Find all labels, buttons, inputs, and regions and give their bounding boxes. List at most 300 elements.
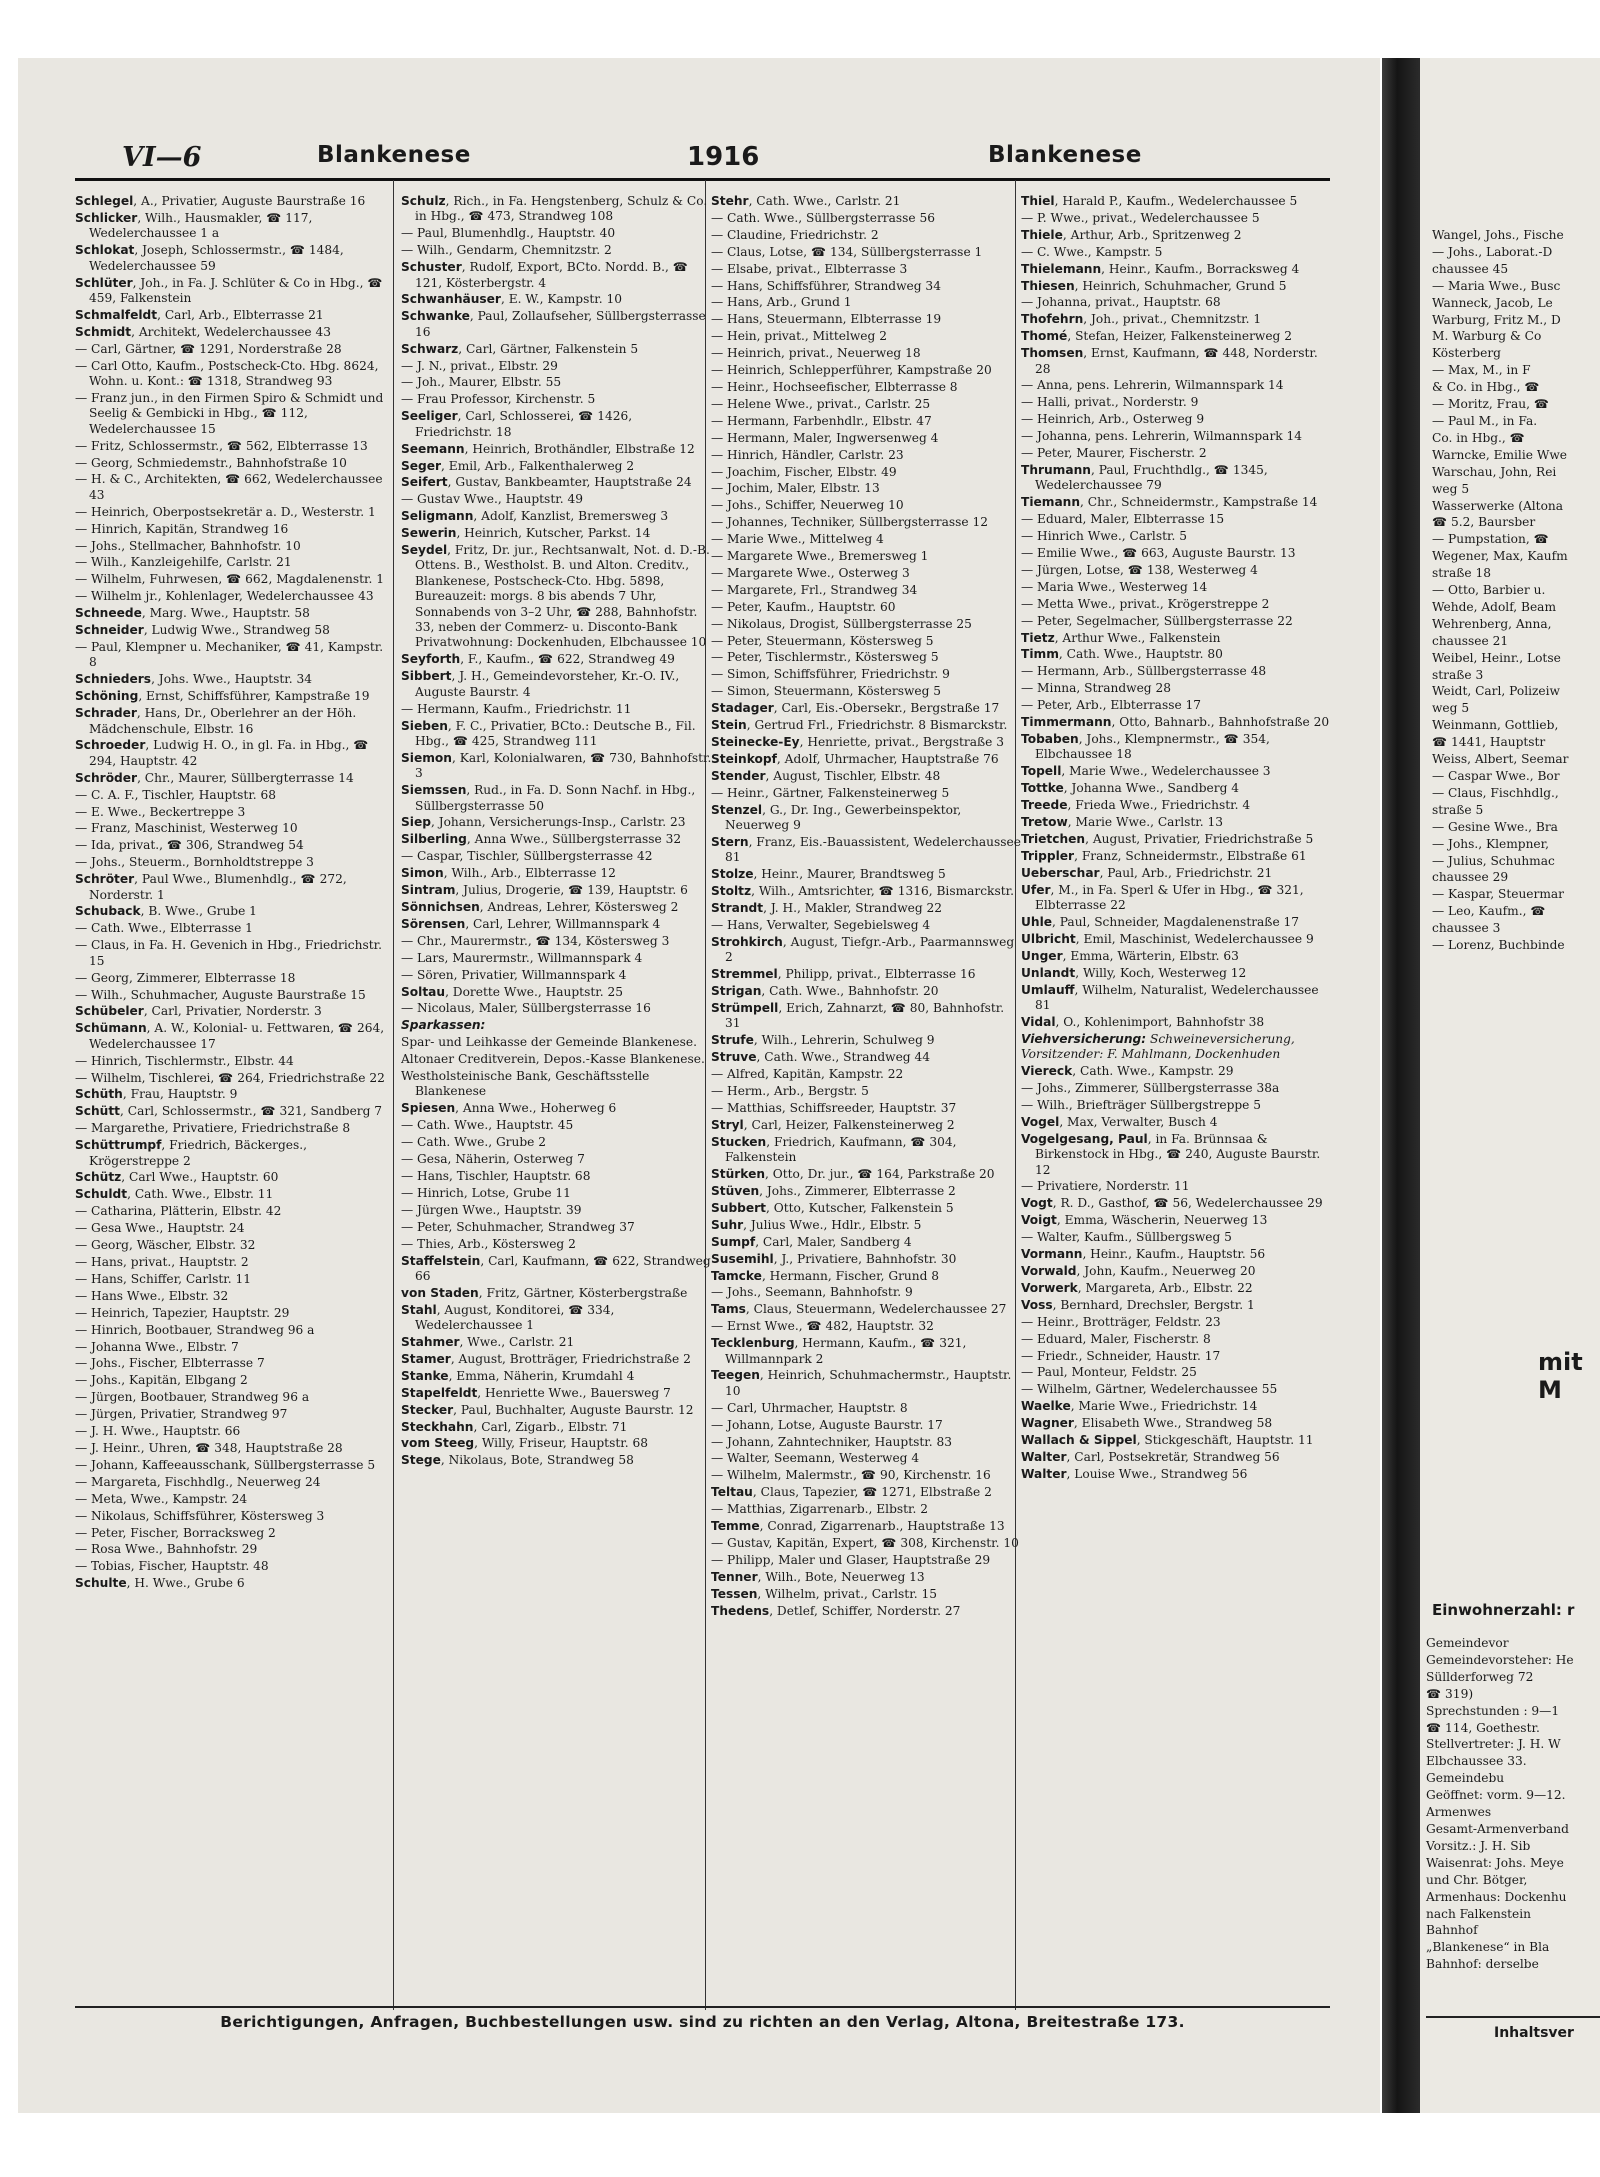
entry-details: , Cath. Wwe., Bahnhofstr. 20 xyxy=(761,984,939,999)
entry-details: , Wilh., Hausmakler, ☎ 117, Wedelerchaussee 1 a xyxy=(89,210,313,241)
entry-details: — Cath. Wwe., Grube 2 xyxy=(401,1135,546,1150)
entry-surname: Tessen xyxy=(711,1586,758,1601)
entry-details: — Walter, Seemann, Westerweg 4 xyxy=(711,1451,920,1466)
directory-entry xyxy=(711,262,1023,277)
entry-details: , Cath. Wwe., Kampstr. 29 xyxy=(1072,1064,1234,1079)
entry-surname: Thiele xyxy=(1021,227,1063,242)
population-heading: Einwohnerzahl: r xyxy=(1432,1601,1575,1619)
entry-details: — Margarete Wwe., Osterweg 3 xyxy=(711,565,910,580)
directory-entry xyxy=(711,718,1023,733)
entry-details: , John, Kaufm., Neuerweg 20 xyxy=(1076,1264,1256,1278)
directory-entry xyxy=(75,788,387,803)
directory-entry xyxy=(711,1235,1023,1250)
directory-entry xyxy=(711,1536,1023,1551)
directory-entry xyxy=(75,1138,387,1169)
entry-surname: Vorwald xyxy=(1021,1264,1077,1278)
entry-details: , Carl, Maler, Sandberg 4 xyxy=(755,1234,912,1249)
entry-surname: Sönnichsen xyxy=(401,899,480,914)
directory-entry xyxy=(401,1386,713,1401)
entry-details: — Johannes, Techniker, Süllbergsterrasse 12 xyxy=(711,515,988,530)
directory-entry xyxy=(75,706,387,737)
directory-entry xyxy=(401,392,713,407)
directory-entry xyxy=(711,1319,1023,1334)
directory-entry xyxy=(1021,378,1333,393)
entry-details: — Margarete, Frl., Strandweg 34 xyxy=(711,582,918,597)
directory-entry xyxy=(401,1436,713,1451)
entry-surname: Stehr xyxy=(711,194,749,208)
entry-surname: Seydel xyxy=(401,543,448,558)
directory-entry xyxy=(1021,512,1333,527)
directory-entry xyxy=(1021,915,1333,930)
directory-entry xyxy=(401,292,713,307)
directory-entry xyxy=(1021,1247,1333,1262)
entry-details: , Franz, Schneidermstr., Elbstraße 61 xyxy=(1074,848,1307,863)
adjacent-entry: — Lorenz, Buchbinde xyxy=(1432,938,1565,953)
adjacent-entry: weg 5 xyxy=(1432,481,1470,496)
directory-entry xyxy=(1021,295,1333,310)
directory-entry xyxy=(1021,279,1333,294)
entry-details: — Hinrich Wwe., Carlstr. 5 xyxy=(1021,529,1187,544)
entry-details: — Hans, Steuermann, Elbterrasse 19 xyxy=(711,312,942,327)
entry-details: — Franz, Maschinist, Westerweg 10 xyxy=(75,821,298,836)
entry-surname: Thiesen xyxy=(1021,278,1075,293)
entry-surname: Stahl xyxy=(401,1302,437,1317)
directory-entry xyxy=(1021,1264,1333,1279)
entry-surname: Thofehrn xyxy=(1021,312,1084,327)
entry-details: , August, Brotträger, Friedrichstraße 2 xyxy=(450,1351,691,1366)
entry-surname: Staffelstein xyxy=(401,1253,481,1268)
directory-entry xyxy=(401,1101,713,1116)
directory-entry xyxy=(1021,1349,1333,1364)
adjacent-page-lower-column xyxy=(1426,1636,1600,1974)
entry-details: , Heinr., Kaufm., Hauptstr. 56 xyxy=(1082,1247,1266,1262)
directory-entry xyxy=(75,1104,387,1119)
directory-entry xyxy=(1021,698,1333,713)
entry-details: — Heinrich, Oberpostsekretär a. D., Westerstr. 1 xyxy=(75,504,376,519)
directory-entry xyxy=(401,309,713,340)
entry-details: — Heinr., Brotträger, Feldstr. 23 xyxy=(1021,1314,1221,1329)
entry-details: , Wilh., Amtsrichter, ☎ 1316, Bismarckstr. xyxy=(751,884,1014,899)
entry-surname: Schlegel xyxy=(75,194,134,208)
entry-details: , Ernst, Kaufmann, ☎ 448, Norderstr. 28 xyxy=(1035,346,1318,376)
entry-details: , Andreas, Lehrer, Köstersweg 2 xyxy=(479,899,679,914)
directory-entry xyxy=(711,1502,1023,1517)
entry-details: — Gesa Wwe., Hauptstr. 24 xyxy=(75,1221,245,1236)
directory-entry xyxy=(711,701,1023,716)
entry-details: , Carl, Lehrer, Willmannspark 4 xyxy=(465,916,661,931)
entry-details: , Heinr., Kaufm., Borracksweg 4 xyxy=(1101,261,1300,276)
entry-details: , Otto, Dr. jur., ☎ 164, Parkstraße 20 xyxy=(765,1167,995,1182)
entry-details: — Metta Wwe., privat., Krögerstreppe 2 xyxy=(1021,596,1270,611)
book-gutter xyxy=(1382,58,1420,2113)
entry-details: , Emma, Wäscherin, Neuerweg 13 xyxy=(1056,1213,1268,1228)
directory-entry xyxy=(401,1335,713,1350)
adjacent-lower-entry: Bahnhof xyxy=(1426,1923,1478,1938)
entry-details: , Paul, Fruchthdlg., ☎ 1345, Wedelerchaussee 79 xyxy=(1035,463,1268,493)
directory-entry xyxy=(1021,1399,1333,1414)
entry-surname: Steinecke-Ey xyxy=(711,735,800,749)
entry-surname: Schuback xyxy=(75,904,141,919)
directory-entry xyxy=(711,752,1023,767)
directory-entry xyxy=(75,606,387,621)
entry-details: — Peter, Schuhmacher, Strandweg 37 xyxy=(401,1219,635,1234)
directory-entry xyxy=(75,589,387,604)
entry-details: — Johanna Wwe., Elbstr. 7 xyxy=(75,1339,239,1354)
entry-surname: Sparkassen: xyxy=(401,1018,486,1033)
directory-entry xyxy=(711,1519,1023,1534)
entry-details: , August, Privatier, Friedrichstraße 5 xyxy=(1085,831,1314,846)
directory-entry xyxy=(711,1553,1023,1568)
entry-details: , Harald P., Kaufm., Wedelerchaussee 5 xyxy=(1054,194,1298,208)
directory-entry xyxy=(75,505,387,520)
adjacent-lower-entry: ☎ 114, Goethestr. xyxy=(1426,1720,1540,1735)
entry-surname: Thomsen xyxy=(1021,346,1084,361)
entry-details: — Anna, pens. Lehrerin, Wilmannspark 14 xyxy=(1021,378,1284,393)
adjacent-lower-entry: Vorsitz.: J. H. Sib xyxy=(1426,1838,1531,1853)
entry-surname: Schwanke xyxy=(401,309,470,324)
directory-entry xyxy=(401,1018,713,1033)
directory-entry xyxy=(711,1218,1023,1233)
directory-entry xyxy=(75,194,387,209)
adjacent-entry: Wehde, Adolf, Beam xyxy=(1432,599,1557,614)
directory-entry xyxy=(711,667,1023,682)
entry-details: — Claudine, Friedrichstr. 2 xyxy=(711,227,879,242)
entry-surname: Siemssen xyxy=(401,783,467,798)
directory-entry xyxy=(711,1001,1023,1032)
directory-entry xyxy=(401,702,713,717)
entry-details: — Simon, Schiffsführer, Friedrichstr. 9 xyxy=(711,667,950,682)
directory-entry xyxy=(711,245,1023,260)
entry-details: , Stickgeschäft, Hauptstr. 11 xyxy=(1136,1433,1314,1448)
entry-details: , Johann, Versicherungs-Insp., Carlstr. 23 xyxy=(430,815,686,830)
entry-details: , Joseph, Schlossermstr., ☎ 1484, Wedelerchaussee 59 xyxy=(89,243,344,273)
directory-entry xyxy=(1021,1281,1333,1296)
entry-details: , Wilh., Lehrerin, Schulweg 9 xyxy=(753,1033,935,1048)
entry-details: — Wilhelm jr., Kohlenlager, Wedelerchaussee 43 xyxy=(75,589,374,604)
directory-entry xyxy=(1021,329,1333,344)
entry-details: Altonaer Creditverein, Depos.-Kasse Blankenese. xyxy=(401,1052,705,1067)
directory-entry xyxy=(401,509,713,524)
entry-surname: Trietchen xyxy=(1021,831,1086,846)
directory-entry xyxy=(711,1167,1023,1182)
directory-entry xyxy=(711,1587,1023,1602)
entry-details: — Hermann, Arb., Süllbergsterrasse 48 xyxy=(1021,664,1267,679)
entry-surname: Stoltz xyxy=(711,884,752,899)
entry-surname: Ufer xyxy=(1021,882,1051,897)
entry-surname: Stecker xyxy=(401,1402,454,1417)
entry-details: , Philipp, privat., Elbterrasse 16 xyxy=(777,967,976,982)
directory-entry xyxy=(711,532,1023,547)
entry-details: , Marg. Wwe., Hauptstr. 58 xyxy=(141,606,310,621)
directory-entry xyxy=(1021,1298,1333,1313)
entry-surname: Sintram xyxy=(401,883,456,898)
directory-entry xyxy=(711,1285,1023,1300)
entry-surname: Topell xyxy=(1021,764,1062,779)
directory-entry xyxy=(711,312,1023,327)
entry-details: , H. Wwe., Grube 6 xyxy=(126,1576,245,1591)
directory-entry xyxy=(401,1001,713,1016)
entry-details: , Marie Wwe., Carlstr. 13 xyxy=(1067,815,1224,830)
directory-entry xyxy=(1021,194,1333,209)
entry-details: , Gustav, Bankbeamter, Hauptstraße 24 xyxy=(447,475,692,490)
entry-details: , Heinrich, Kutscher, Parkst. 14 xyxy=(456,526,651,541)
publisher-notice: Berichtigungen, Anfragen, Buchbestellungen usw. sind zu richten an den Verlag, Altona, Breitestraße 173. xyxy=(220,2013,1185,2031)
entry-details: — Peter, Maurer, Fischerstr. 2 xyxy=(1021,446,1207,461)
entry-details: , Henriette Wwe., Bauersweg 7 xyxy=(477,1385,671,1400)
entry-details: , Detlef, Schiffer, Norderstr. 27 xyxy=(769,1603,961,1618)
entry-surname: Stürken xyxy=(711,1167,766,1182)
entry-details: — C. Wwe., Kampstr. 5 xyxy=(1021,244,1163,259)
directory-entry xyxy=(75,1187,387,1202)
entry-surname: Wagner xyxy=(1021,1416,1074,1431)
entry-surname: Suhr xyxy=(711,1217,744,1232)
directory-entry xyxy=(75,276,387,307)
entry-details: — Johann, Kaffeeausschank, Süllbergsterrasse 5 xyxy=(75,1457,376,1472)
directory-entry xyxy=(75,623,387,638)
entry-details: — Georg, Wäscher, Elbstr. 32 xyxy=(75,1238,256,1253)
directory-entry xyxy=(401,652,713,667)
entry-details: — Eduard, Maler, Elbterrasse 15 xyxy=(1021,512,1225,527)
entry-details: , Friedrich, Kaufmann, ☎ 304, Falkenstein xyxy=(725,1134,957,1165)
adjacent-entry: Wehrenberg, Anna, xyxy=(1432,616,1552,631)
entry-details: , Willy, Koch, Westerweg 12 xyxy=(1075,965,1247,980)
directory-entry xyxy=(75,325,387,340)
adjacent-lower-entry: ☎ 319) xyxy=(1426,1686,1474,1701)
entry-details: — Heinrich, privat., Neuerweg 18 xyxy=(711,346,921,361)
adjacent-entry: — Gesine Wwe., Bra xyxy=(1432,819,1558,834)
entry-details: , August, Tischler, Elbstr. 48 xyxy=(765,768,941,783)
entry-surname: Uhle xyxy=(1021,914,1053,929)
directory-entry xyxy=(401,866,713,881)
directory-entry xyxy=(401,719,713,750)
adjacent-entry: Wasserwerke (Altona xyxy=(1432,498,1564,513)
entry-surname: Stahmer xyxy=(401,1335,460,1350)
directory-entry xyxy=(711,498,1023,513)
directory-entry xyxy=(1021,597,1333,612)
entry-details: , Rudolf, Export, BCto. Nordd. B., ☎ 121, Kösterbergstr. 4 xyxy=(415,260,688,290)
entry-details: — Matthias, Zigarrenarb., Elbstr. 2 xyxy=(711,1502,929,1517)
entry-details: — J. H. Wwe., Hauptstr. 66 xyxy=(75,1424,241,1439)
directory-entry xyxy=(1021,1416,1333,1431)
entry-details: — Jochim, Maler, Elbstr. 13 xyxy=(711,481,880,496)
directory-entry xyxy=(75,1021,387,1052)
entry-surname: Stenzel xyxy=(711,802,763,817)
directory-entry xyxy=(75,1204,387,1219)
directory-entry xyxy=(711,1302,1023,1317)
entry-surname: Sibbert xyxy=(401,669,452,684)
directory-entry xyxy=(711,380,1023,395)
adjacent-lower-entry: und Chr. Bötger, xyxy=(1426,1872,1528,1887)
entry-details: — Caspar, Tischler, Süllbergsterrasse 42 xyxy=(401,849,653,864)
entry-surname: Schuldt xyxy=(75,1187,128,1202)
entry-surname: Umlauff xyxy=(1021,982,1075,997)
entry-details: — Maria Wwe., Westerweg 14 xyxy=(1021,579,1208,594)
entry-details: — Hermann, Maler, Ingwersenweg 4 xyxy=(711,430,939,445)
entry-details: — Cath. Wwe., Elbterrasse 1 xyxy=(75,921,253,936)
directory-entry xyxy=(1021,764,1333,779)
directory-entry xyxy=(1021,245,1333,260)
entry-details: , Claus, Steuermann, Wedelerchaussee 27 xyxy=(745,1302,1007,1317)
directory-entry xyxy=(401,543,713,651)
directory-entry xyxy=(75,1255,387,1270)
entry-details: — Margarethe, Privatiere, Friedrichstraße 8 xyxy=(75,1121,351,1136)
directory-entry xyxy=(1021,580,1333,595)
entry-surname: Waelke xyxy=(1021,1399,1071,1414)
entry-surname: Schnieders xyxy=(75,672,152,687)
adjacent-entry: ☎ 5.2, Baursber xyxy=(1432,515,1536,530)
directory-entry xyxy=(711,786,1023,801)
directory-entry xyxy=(1021,1098,1333,1113)
entry-surname: Stege xyxy=(401,1453,441,1468)
directory-entry xyxy=(711,650,1023,665)
entry-details: , Franz, Eis.-Bauassistent, Wedelerchaussee 81 xyxy=(725,834,1021,865)
entry-details: — Heinrich, Arb., Osterweg 9 xyxy=(1021,412,1205,427)
entry-details: — Ida, privat., ☎ 306, Strandweg 54 xyxy=(75,838,304,853)
entry-details: — Sören, Privatier, Willmannspark 4 xyxy=(401,967,627,982)
entry-surname: Tenner xyxy=(711,1569,758,1584)
directory-entry xyxy=(75,640,387,671)
directory-entry xyxy=(1021,1064,1333,1079)
entry-surname: Schroeder xyxy=(75,738,146,753)
entry-details: — Paul, Blumenhdlg., Hauptstr. 40 xyxy=(401,226,616,241)
entry-surname: Stender xyxy=(711,768,766,783)
directory-entry xyxy=(401,492,713,507)
entry-surname: Voigt xyxy=(1021,1213,1057,1228)
entry-details: , Paul, Zollaufseher, Süllbergsterrasse 16 xyxy=(415,309,706,339)
directory-entry xyxy=(711,1252,1023,1267)
directory-entry xyxy=(401,260,713,291)
directory-entry xyxy=(1021,546,1333,561)
adjacent-entry: straße 3 xyxy=(1432,667,1484,682)
directory-entry xyxy=(401,1403,713,1418)
directory-entry xyxy=(1021,949,1333,964)
directory-entry xyxy=(1021,412,1333,427)
adjacent-entry: Weiss, Albert, Seemar xyxy=(1432,752,1569,767)
entry-details: Spar- und Leihkasse der Gemeinde Blankenese. xyxy=(401,1035,697,1050)
entry-details: , Cath. Wwe., Strandweg 44 xyxy=(756,1050,930,1065)
entry-details: , Friedrich, Bäckerges., Krögerstreppe 2 xyxy=(89,1138,307,1168)
entry-details: — Nicolaus, Maler, Süllbergsterrasse 16 xyxy=(401,1001,651,1016)
entry-details: — Carl Otto, Kaufm., Postscheck-Cto. Hbg. 8624, Wohn. u. Kont.: ☎ 1318, Strandweg 93 xyxy=(75,358,379,388)
directory-entry xyxy=(401,342,713,357)
entry-details: , Carl Wwe., Hauptstr. 60 xyxy=(121,1170,279,1185)
entry-details: — Heinrich, Schlepperführer, Kampstraße 20 xyxy=(711,363,992,378)
directory-entry xyxy=(711,901,1023,916)
entry-details: — Emilie Wwe., ☎ 663, Auguste Baurstr. 13 xyxy=(1021,546,1296,561)
entry-details: , Paul Wwe., Blumenhdlg., ☎ 272, Norderstr. 1 xyxy=(89,872,347,902)
entry-details: , Wilh., Bote, Neuerweg 13 xyxy=(757,1569,925,1584)
entry-surname: Tiemann xyxy=(1021,495,1081,510)
directory-entry xyxy=(711,481,1023,496)
entry-details: , Heinrich, Brothändler, Elbstraße 12 xyxy=(464,441,695,456)
adjacent-entry: Co. in Hbg., ☎ xyxy=(1432,430,1525,445)
entry-details: — Johanna, pens. Lehrerin, Wilmannspark 14 xyxy=(1021,429,1303,444)
entry-surname: Vormann xyxy=(1021,1247,1083,1262)
directory-entry xyxy=(75,1121,387,1136)
directory-entry xyxy=(1021,346,1333,377)
entry-surname: Strümpell xyxy=(711,1001,779,1015)
entry-surname: Seligmann xyxy=(401,509,474,524)
directory-entry xyxy=(75,805,387,820)
adjacent-entry: — Otto, Barbier u. xyxy=(1432,583,1546,598)
place-heading-right: Blankenese xyxy=(988,142,1142,168)
entry-surname: Schröder xyxy=(75,770,138,785)
entry-details: , Adolf, Kanzlist, Bremersweg 3 xyxy=(473,509,669,524)
directory-entry xyxy=(75,391,387,437)
entry-details: , Louise Wwe., Strandweg 56 xyxy=(1066,1466,1248,1481)
directory-entry xyxy=(401,985,713,1000)
directory-entry xyxy=(401,526,713,541)
entry-surname: Seifert xyxy=(401,475,448,490)
directory-entry xyxy=(711,984,1023,999)
directory-entry xyxy=(1021,966,1333,981)
directory-entry xyxy=(711,1033,1023,1048)
entry-details: , Anna Wwe., Süllbergsterrasse 32 xyxy=(466,832,682,847)
directory-entry xyxy=(711,1118,1023,1133)
entry-surname: Stremmel xyxy=(711,967,778,982)
entry-details: — Wilhelm, Gärtner, Wedelerchaussee 55 xyxy=(1021,1382,1278,1397)
directory-entry xyxy=(1021,1179,1333,1194)
adjacent-lower-entry: Gemeindebu xyxy=(1426,1771,1505,1786)
entry-details: — Fritz, Schlossermstr., ☎ 562, Elbterrasse 13 xyxy=(75,438,368,453)
entry-surname: Schlüter xyxy=(75,275,133,290)
directory-entry xyxy=(401,359,713,374)
entry-surname: Tretow xyxy=(1021,815,1068,830)
entry-details: — Johs., Zimmerer, Süllbergsterrasse 38a xyxy=(1021,1081,1280,1096)
entry-details: , Julius Wwe., Hdlr., Elbstr. 5 xyxy=(743,1217,922,1232)
directory-entry xyxy=(75,1221,387,1236)
entry-details: — Frau Professor, Kirchenstr. 5 xyxy=(401,392,596,407)
entry-details: — Franz jun., in den Firmen Spiro & Schmidt und Seelig & Gembicki in Hbg., ☎ 112, Wedelerchaussee 15 xyxy=(75,390,384,436)
entry-details: — Johs., Stellmacher, Bahnhofstr. 10 xyxy=(75,538,301,553)
directory-entry xyxy=(711,1201,1023,1216)
directory-entry xyxy=(75,211,387,242)
entry-details: — Hein, privat., Mittelweg 2 xyxy=(711,329,887,344)
entry-details: — Matthias, Schiffsreeder, Hauptstr. 37 xyxy=(711,1100,957,1115)
entry-details: , Carl, Arb., Elbterrasse 21 xyxy=(157,307,324,322)
entry-surname: von Staden xyxy=(401,1285,479,1300)
entry-details: , E. W., Kampstr. 10 xyxy=(500,292,622,307)
directory-entry xyxy=(711,566,1023,581)
adjacent-entry: straße 18 xyxy=(1432,566,1491,581)
entry-details: — Wilh., Gendarm, Chemnitzstr. 2 xyxy=(401,243,612,258)
directory-entry xyxy=(75,872,387,903)
entry-surname: Schübeler xyxy=(75,1004,144,1019)
entry-details: — Gesa, Näherin, Osterweg 7 xyxy=(401,1152,585,1167)
adjacent-lower-entry: Stellvertreter: J. H. W xyxy=(1426,1737,1561,1752)
entry-details: — Hermann, Farbenhdlr., Elbstr. 47 xyxy=(711,413,932,428)
entry-details: — Jürgen Wwe., Hauptstr. 39 xyxy=(401,1202,582,1217)
header-rule xyxy=(75,178,1330,181)
entry-details: — Johs., Seemann, Bahnhofstr. 9 xyxy=(711,1285,913,1300)
entry-details: , August, Konditorei, ☎ 334, Wedelerchaussee 1 xyxy=(415,1302,615,1333)
adjacent-entry: — Julius, Schuhmac xyxy=(1432,853,1555,868)
entry-surname: Timm xyxy=(1021,647,1059,662)
directory-entry xyxy=(75,921,387,936)
directory-entry xyxy=(75,838,387,853)
directory-entry xyxy=(75,1475,387,1490)
entry-details: — Nikolaus, Drogist, Süllbergsterrasse 25 xyxy=(711,616,972,631)
directory-entry xyxy=(75,243,387,274)
directory-entry xyxy=(1021,849,1333,864)
entry-details: , Hermann, Kaufm., ☎ 321, Willmannpark 2 xyxy=(725,1336,967,1366)
entry-details: — Peter, Fischer, Borracksweg 2 xyxy=(75,1525,276,1540)
entry-details: — C. A. F., Tischler, Hauptstr. 68 xyxy=(75,787,277,802)
entry-surname: Schüth xyxy=(75,1087,123,1102)
directory-entry xyxy=(1021,681,1333,696)
entry-details: — Carl, Uhrmacher, Hauptstr. 8 xyxy=(711,1400,908,1415)
directory-entry xyxy=(711,228,1023,243)
